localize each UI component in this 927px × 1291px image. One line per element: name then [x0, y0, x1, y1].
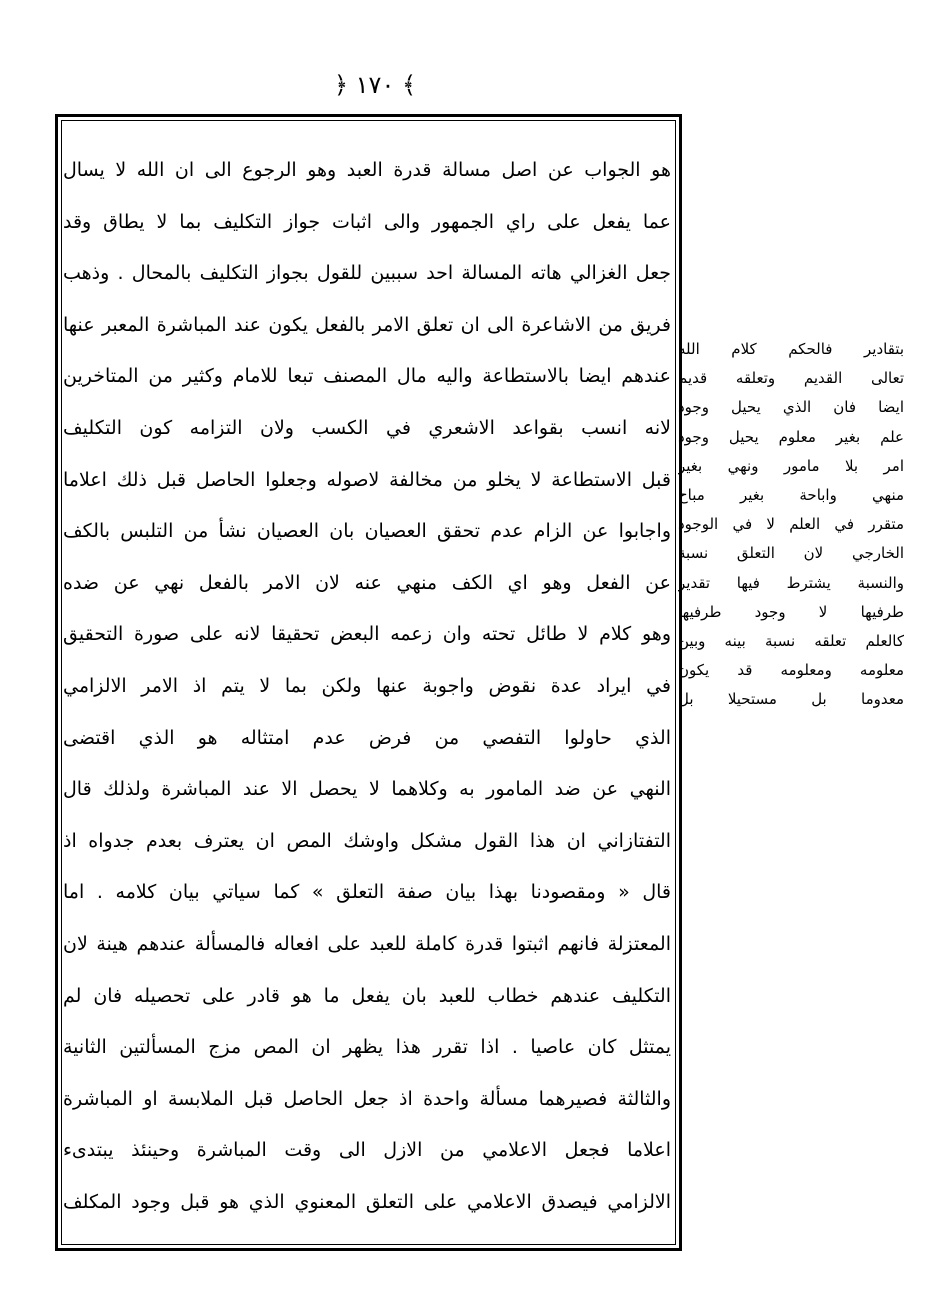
- margin-note-line: منهي واباحة بغير مباح: [678, 485, 904, 504]
- main-text-line: عما يفعل على راي الجمهور والى اثبات جواز التكليف بما لا يطاق وقد: [63, 210, 671, 233]
- main-text-line: هو الجواب عن اصل مسالة قدرة العبد وهو الرجوع الى ان الله لا يسال: [63, 159, 671, 181]
- margin-note-line: متقرر في العلم لا في الوجود: [678, 515, 904, 534]
- main-text-line: عندهم ايضا بالاستطاعة واليه مال المصنف تبعا للامام وكثير من المتاخرين: [63, 365, 671, 388]
- main-text-line: يمتثل كان عاصيا . اذا تقرر هذا يظهر ان المص مزج المسألتين الثانية: [63, 1036, 671, 1059]
- main-text-line: الذي حاولوا التفصي من فرض عدم امتثاله هو الذي اقتضى: [63, 726, 671, 749]
- margin-note-line: والنسبة يشترط فيها تقدير: [678, 573, 904, 592]
- main-text-line: واجابوا عن الزام عدم تحقق العصيان بان العصيان نشأ من التلبس بالكف: [63, 520, 671, 543]
- main-text-line: التفتازاني ان هذا القول مشكل واوشك المص ان يعترف بعدم جدواه اذ: [63, 829, 671, 852]
- main-text-line: اعلاما فجعل الاعلامي من الازل الى وقت المباشرة وحينئذ يبتدىء: [63, 1139, 671, 1162]
- margin-note-line: بتقادير فالحكم كلام الله: [678, 340, 904, 358]
- margin-note-block: [678, 335, 904, 714]
- main-text-line: عن الفعل وهو اي الكف منهي عنه لان الامر بالفعل نهي عن ضده: [63, 571, 671, 594]
- main-text-line: قال « ومقصودنا بهذا بيان صفة التعلق » كما سياتي بيان كلامه . اما: [63, 881, 671, 904]
- page-number: ﴿ ١٧٠ ﴾: [333, 71, 417, 99]
- main-text-line: المعتزلة فانهم اثبتوا قدرة كاملة للعبد على افعاله فالمسألة عندهم هينة لان: [63, 932, 671, 955]
- main-text-line: الالزامي فيصدق الاعلامي على التعلق المعنوي الذي هو قبل وجود المكلف: [63, 1190, 671, 1213]
- main-text-line: التكليف عندهم خطاب للعبد بان يفعل ما هو قادر على تحصيله فان لم: [63, 984, 671, 1007]
- main-text-line: النهي عن ضد المامور به وكلاهما لا يحصل الا عند المباشرة ولذلك قال: [63, 778, 671, 801]
- margin-note-line: طرفيها لا وجود طرفيها: [678, 602, 904, 621]
- margin-note-line: علم بغير معلوم يحيل وجود: [678, 427, 904, 446]
- main-text-line: وهو كلام لا طائل تحته وان زعمه البعض تحقيقا لانه على صورة التحقيق: [63, 623, 671, 646]
- main-text-block: [63, 145, 671, 1228]
- main-text-line: والثالثة فصيرهما مسألة واحدة اذ جعل الحاصل قبل الملابسة او المباشرة: [63, 1087, 671, 1110]
- margin-note-line: ايضا فان الذي يحيل وجود: [678, 398, 904, 417]
- main-text-line: في ايراد عدة نقوض واجوبة عنها ولكن بما لا يتم اذ الامر الالزامي: [63, 674, 671, 697]
- margin-note-line: الخارجي لان التعلق نسبة: [678, 544, 904, 563]
- main-text-line: جعل الغزالي هاته المسالة احد سببين للقول بجواز التكليف بالمحال . وذهب: [63, 262, 671, 285]
- margin-note-line: كالعلم تعلقه نسبة بينه وبين: [678, 631, 904, 650]
- margin-note-line: معلومه ومعلومه قد يكون: [678, 661, 904, 680]
- main-text-line: قبل الاستطاعة لا يخلو من مخالفة لاصوله وجعلوا الحاصل قبل ذلك اعلاما: [63, 468, 671, 491]
- margin-note-line: تعالى القديم وتعلقه قديم: [678, 369, 904, 388]
- main-text-line: فريق من الاشاعرة الى ان تعلق الامر بالفعل يكون عند المباشرة المعبر عنها: [63, 313, 671, 336]
- main-text-line: لانه انسب بقواعد الاشعري في الكسب ولان التزامه كون التكليف: [63, 416, 671, 439]
- margin-note-line: امر بلا مامور ونهي بغير: [678, 456, 904, 475]
- margin-note-line: معدوما بل مستحيلا بل: [678, 690, 904, 709]
